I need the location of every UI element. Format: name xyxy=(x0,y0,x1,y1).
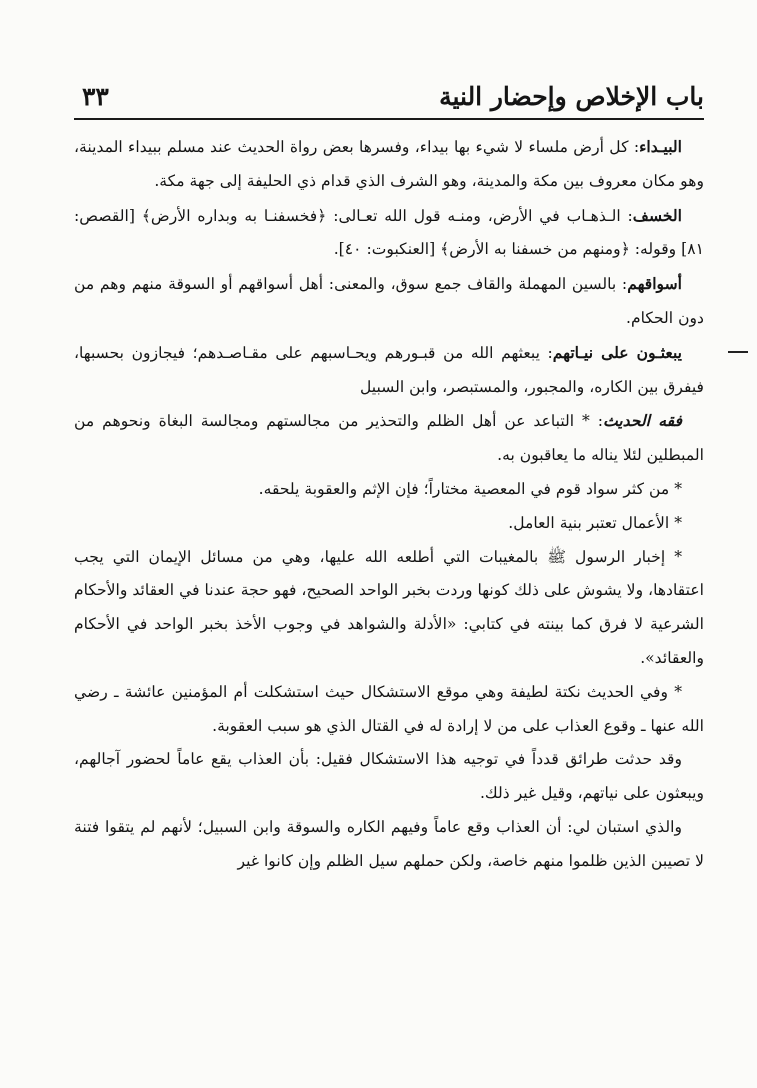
definition-paragraph xyxy=(74,336,704,405)
defined-term: البيـداء xyxy=(639,137,682,156)
page-body xyxy=(74,130,704,879)
margin-mark xyxy=(728,351,748,353)
bullet-paragraph: * الأعمال تعتبر بنية العامل. xyxy=(508,513,682,532)
definition-paragraph xyxy=(74,267,704,336)
section-heading: فقه الحديث xyxy=(602,411,682,431)
fiqh-section-paragraph xyxy=(74,404,704,473)
chapter-title: باب الإخلاص وإحضار النية xyxy=(439,82,704,111)
definition-text: : كل أرض ملساء لا شيء بها بيداء، وفسرها بعض رواة الحديث عند مسلم ببيداء المدينة، وهو مكان معروف بين مكة والمدينة، وهو الشرف الذي قدام ذي الحليفة إلى جهة مكة. xyxy=(74,138,704,190)
defined-term: أسواقهم xyxy=(627,274,682,294)
page-number: ٣٣ xyxy=(82,82,109,111)
definition-text: : بالسين المهملة والقاف جمع سوق، والمعنى: أهل أسواقهم أو السوقة منهم وهم من دون الحكام. xyxy=(74,275,704,327)
definition-paragraph xyxy=(74,199,704,268)
book-page xyxy=(74,78,704,879)
defined-term: يبعثـون على نيـاتهم xyxy=(552,342,682,362)
bullet-paragraph: * وفي الحديث نكتة لطيفة وهي موقع الاستشكال حيث استشكلت أم المؤمنين عائشة ـ رضي الله عنها ـ وقوع العذاب على من لا إرادة له في القتال الذي هو سبب العقوبة. xyxy=(74,682,704,735)
defined-term: الخسف xyxy=(632,205,682,225)
bullet-paragraph: * من كثر سواد قوم في المعصية مختاراً؛ فإن الإثم والعقوبة يلحقه. xyxy=(258,479,682,498)
definition-text: : يبعثهم الله من قبـورهم ويحـاسبهم على مقـاصـدهم؛ فيجازون بحسبها، فيفرق بين الكاره، والمجبور، والمستبصر، وابن السبيل xyxy=(74,343,704,396)
definition-paragraph xyxy=(74,130,704,199)
section-text: : * التباعد عن أهل الظلم والتحذير من مجالستهم ومجالسة البغاة ونحوهم من المبطلين لئلا يناله ما يعاقبون به. xyxy=(74,412,704,465)
body-paragraph: وقد حدثت طرائق قدداً في توجيه هذا الاستشكال فقيل: بأن العذاب يقع عاماً لحضور آجالهم، ويبعثون على نياتهم، وقيل غير ذلك. xyxy=(74,750,704,803)
running-header xyxy=(74,78,704,120)
bullet-paragraph: * إخبار الرسول ﷺ بالمغيبات التي أطلعه الله عليها، وهي من مسائل الإيمان التي يجب اعتقادها، ولا يشوش على ذلك كونها وردت بخبر الواحد الصحيح، فهو حجة عندنا في العقائد والأحكام الشرعية لا فرق كما بينته في كتابي: «الأدلة والشواهد في وجوب الأخذ بخبر الواحد في الأحكام والعقائد». xyxy=(74,547,704,667)
definition-text: : الـذهـاب في الأرض، ومنـه قول الله تعـالى: ﴿فخسفنـا به وبداره الأرض﴾ [القصص: ٨١] وقوله: ﴿ومنهم من خسفنا به الأرض﴾ [العنكبوت: ٤٠]. xyxy=(74,206,704,259)
body-paragraph: والذي استبان لي: أن العذاب وقع عاماً وفيهم الكاره والسوقة وابن السبيل؛ لأنهم لم يتقوا فتنة لا تصيبن الذين ظلموا منهم خاصة، ولكن حملهم سيل الظلم وإن كانوا غير xyxy=(74,817,704,870)
